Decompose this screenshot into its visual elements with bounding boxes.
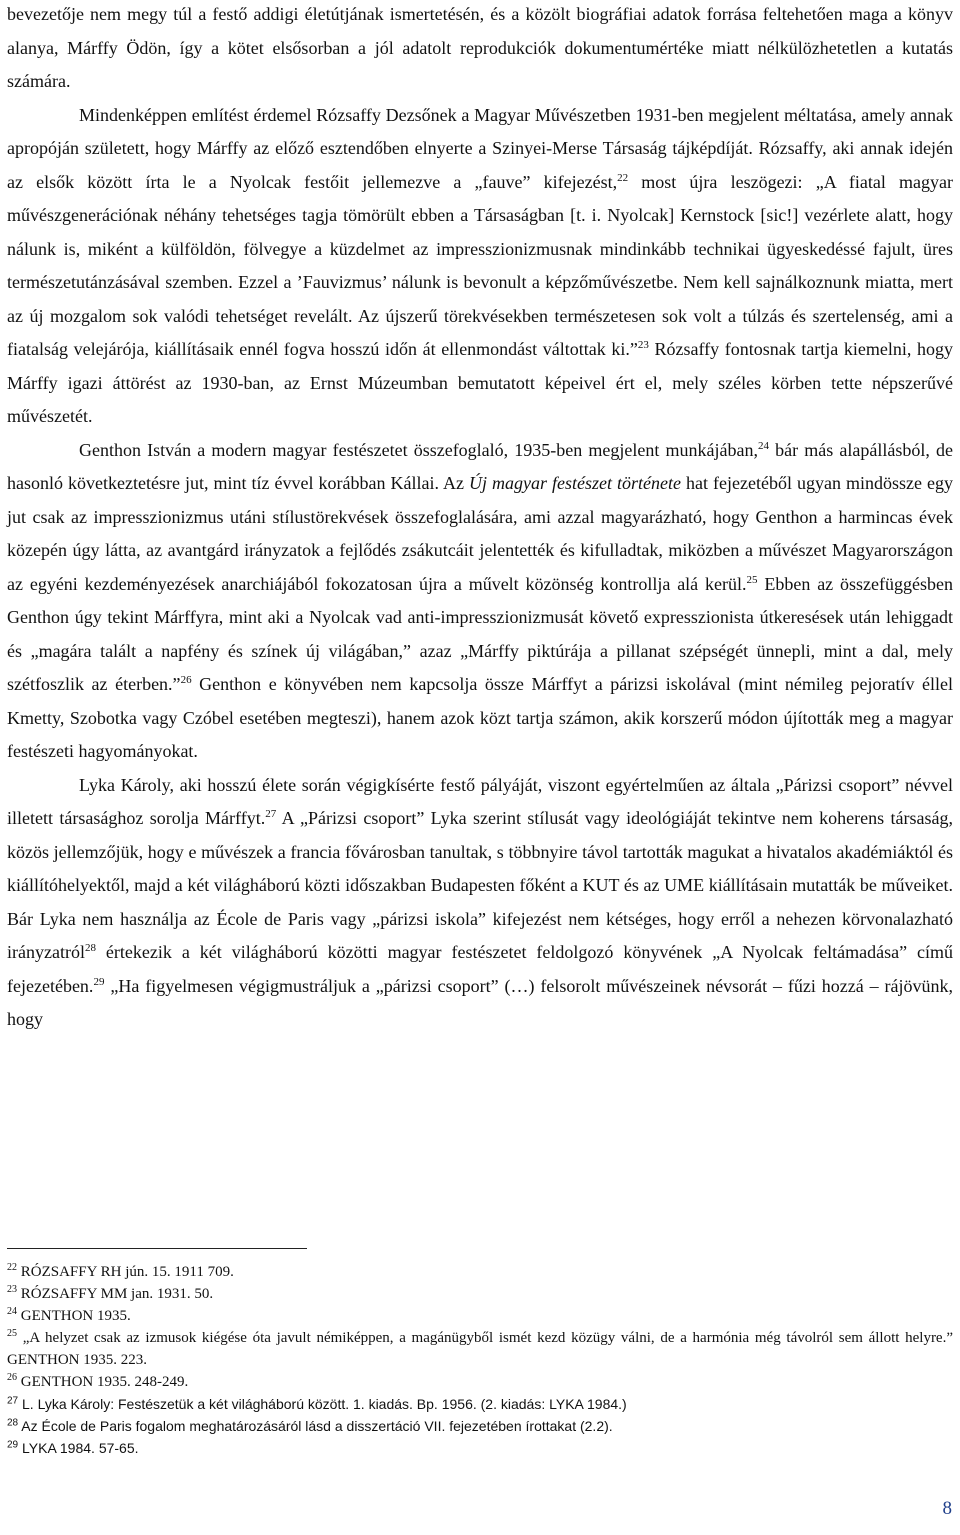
text-segment: bevezetője nem megy túl a festő addigi életútjának ismertetésén, és a közölt biográfiai adatok forrása feltehetően maga a könyv alanya, Márffy Ödön, így a kötet elsősorban a jól adatolt reprodukciók dokumentumértéke miatt nélkülözhetetlen a kutatás számára. [7,4,953,91]
footnote-divider [7,1248,307,1249]
footnote-text: GENTHON 1935. 248-249. [20,1374,189,1390]
footnote-reference: 28 [84,942,96,954]
footnote-reference: 22 [617,171,629,184]
body-paragraph [7,99,953,434]
text-segment: hat fejezetéből ugyan mindössze egy jut csak az impresszionizmus utáni stílustörekvések összefoglalására, ami azzal magyarázható, hogy Genthon a harmincas évek közepén úgy látta, az avantgárd irányzatok a fejlődés zsákutcáit jelentették és kifulladtak, miközben a művészet Magyarországon az egyéni kezdeményezések anarchiájából fokozatosan újra a művelt közönség kontrollja alá kerül. [7,473,953,594]
footnote-number: 27 [7,1395,19,1407]
text-segment: Lyka Károly, aki hosszú élete során végigkísérte festő pályáját, viszont egyértelműen az általa „Párizsi csoport” névvel illetett társasághoz sorolja Márffyt. [7,774,953,828]
footnote-text: LYKA 1984. 57-65. [22,1440,139,1456]
body-paragraph [7,769,953,1037]
text-segment: Genthon István a modern magyar festészetet összefoglaló, 1935-ben megjelent munkájában, [79,439,759,460]
book-title: Új magyar festészet története [469,473,682,493]
footnote-text: RÓZSAFFY RH jún. 15. 1911 709. [20,1264,234,1280]
page-number: 8 [942,1498,952,1519]
footnote [7,1261,953,1283]
text-segment: Mindenképpen említést érdemel Rózsaffy Dezsőnek a Magyar Művészetben 1931-ben megjelent méltatása, amely annak apropóján született, hogy Márffy az előző esztendőben elnyerte a Szinyei-Merse Társaság tájképdíját. Rózsaffy, aki annak idején az elsők között írta le a Nyolcak festőit jellemezve a „fauve” kifejezést, [7,104,953,192]
footnote-number: 22 [7,1262,17,1273]
footnote-number: 25 [7,1328,17,1339]
footnote-text: Az École de Paris fogalom meghatározásáról lásd a disszertáció VII. fejezetében írottakat (2.2). [21,1418,613,1434]
footnote-reference: 24 [758,439,770,452]
footnote-list [7,1261,953,1459]
footnote [7,1327,953,1371]
footnote [7,1393,953,1415]
footnote [7,1283,953,1305]
footnote [7,1437,953,1459]
footnotes [7,1248,953,1459]
text-segment: „Ha figyelmesen végigmustráljuk a „párizsi csoport” (…) felsorolt művészeinek névsorát – fűzi hozzá – rájövünk, hogy [7,975,953,1029]
text-segment: Rózsaffy fontosnak tartja kiemelni, hogy Márffy igazi áttörést az 1930-ban, az Ernst Múzeumban bemutatott képeivel ért el, mely széles körben tette népszerűvé művészetét. [7,339,953,426]
footnote-reference: 25 [746,573,758,586]
text-segment: most újra leszögezi: „A fiatal magyar művészgenerációnak néhány tehetséges tagja tömörült ebben a Társaságban [t. i. Nyolcak] Kernstock [sic!] vezérlete alatt, hogy nálunk is, miként a külföldön, fölvegye a küzdelmet az impresszionizmusnak mindinkább technikai ügyeskedéssé fajult, üres természetutánzásával szemben. Ezzel a ’Fauvizmus’ nálunk is bevonult a képzőművészetbe. Nem kell sajnálkoznunk miatta, mert az új mozgalom sok valódi tehetséget revelált. Az újszerű törekvésekben természetesen sok volt a túlzás és szertelenség, ami a fiatalság velejárója, kiállításaik ennél fogva hosszú időn át ellenmondást váltottak ki.” [7,171,953,359]
footnote-number: 23 [7,1284,17,1295]
text-segment: A „Párizsi csoport” Lyka szerint stílusát vagy ideológiáját tekintve nem koherens társaság, közös jellemzőjük, hogy e művészek a francia fővárosban tanultak, s többnyire távol tartották magukat a hivatalos akadémiáktól és kiállítóhelyektől, majd a két világháború közti időszakban Budapesten főként a KUT és az UME kiállításain mutatták be műveiket. Bár Lyka nem használja az École de Paris vagy „párizsi iskola” kifejezést nem kétséges, hogy erről a nehezen körvonalazható irányzatról [7,808,954,962]
footnote-number: 24 [7,1306,17,1317]
text-segment: bár más alapállásból, de hasonló következtetésre jut, mint tíz évvel korábban Kállai. Az [7,439,953,493]
text-segment: Ebben az összefüggésben Genthon úgy tekint Márffyra, mint aki a Nyolcak vad anti-impresszionizmusát követő expresszionista útkeresések után lehiggadt és „magára talált a napfény és színek új világában,” azaz „Márffy piktúrája a pillanat szépségét ünnepli, mint a dal, mely szétfoszlik az éterben.” [7,573,953,694]
text-segment: értekezik a két világháború közötti magyar festészetet feldolgozó könyvének „A Nyolcak feltámadása” című fejezetében. [7,942,953,996]
footnote [7,1371,953,1393]
footnote-text: RÓZSAFFY MM jan. 1931. 50. [20,1286,214,1302]
footnote-number: 28 [7,1417,19,1429]
footnote-reference: 29 [93,975,105,988]
footnote-text: L. Lyka Károly: Festészetük a két világháború között. 1. kiadás. Bp. 1956. (2. kiadás: LYKA 1984.) [22,1396,627,1412]
footnote [7,1305,953,1327]
body-paragraph [7,434,953,769]
footnote-text: GENTHON 1935. [20,1308,131,1324]
footnote-reference: 26 [180,674,192,686]
text-segment: Genthon e könyvében nem kapcsolja össze Márffyt a párizsi iskolával (mint némileg pejoratív éllel Kmetty, Szobotka vagy Czóbel esetében megteszi), hanem azok közt tartja számon, akik korszerű módon újították meg a magyar festészeti hagyományokat. [7,674,954,761]
footnote-reference: 27 [265,808,277,820]
footnote-number: 29 [7,1439,19,1451]
footnote-text: „A helyzet csak az izmusok kiégése óta javult némiképpen, a magánügyből ismét kezd közügy válni, de a harmónia még távolról sem állott helyre.” GENTHON 1935. 223. [7,1330,954,1368]
footnote-reference: 23 [637,339,649,351]
main-text [7,0,953,1037]
footnote-number: 26 [7,1372,17,1383]
footnote [7,1415,953,1437]
body-paragraph [7,0,953,99]
